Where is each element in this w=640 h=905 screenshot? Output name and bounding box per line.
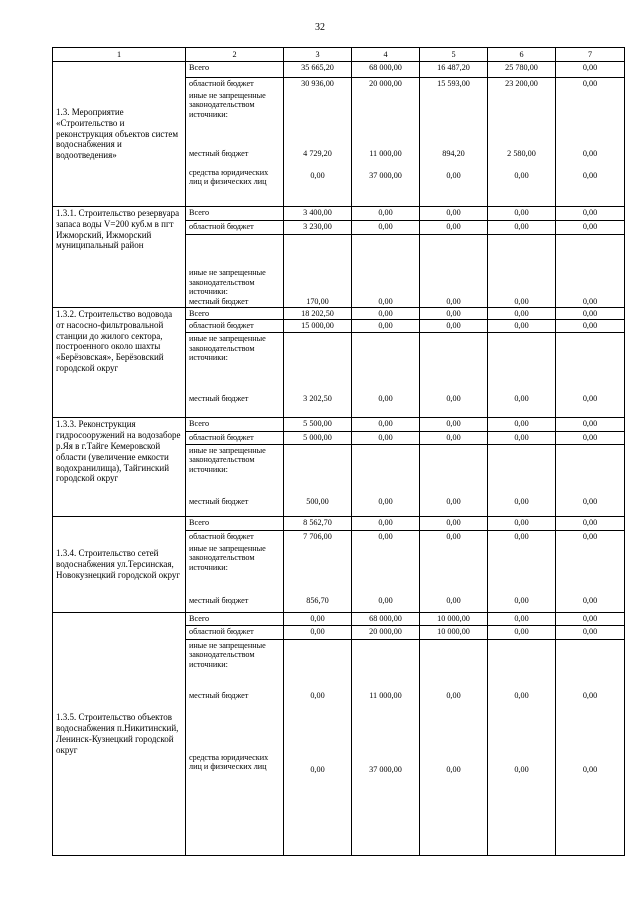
table-row [53,308,625,320]
value-cell: 0,00 [378,531,393,541]
value-cell: 8 562,70 [284,516,352,530]
value-cell: 0,00 [420,432,488,444]
table-row [53,612,625,625]
source-label: областной бюджет [186,320,284,333]
value-stack [488,78,556,207]
source-label-stack [186,444,284,516]
value-cell: 0,00 [582,595,598,605]
value-cell: 0,00 [310,764,325,774]
value-stack [556,78,625,207]
source-label: Всего [186,612,284,625]
source-label-stack [186,333,284,418]
value-cell: 0,00 [514,531,529,541]
value-cell: 0,00 [488,516,556,530]
value-cell: 15 000,00 [284,320,352,333]
source-label: местный бюджет [189,496,249,506]
value-stack [556,530,625,612]
value-cell: 0,00 [556,333,625,418]
value-stack [284,530,352,612]
value-cell: 0,00 [488,625,556,639]
value-cell: 0,00 [488,235,556,308]
value-stack [352,639,420,855]
value-cell: 0,00 [488,418,556,432]
source-label: областной бюджет [186,432,284,444]
value-cell: 0,00 [556,308,625,320]
source-label: местный бюджет [189,394,249,404]
header-col-7: 7 [556,48,625,62]
value-cell: 0,00 [488,221,556,235]
source-label: местный бюджет [189,149,249,158]
source-label: местный бюджет [189,296,249,306]
header-col-6: 6 [488,48,556,62]
value-cell: 0,00 [488,320,556,333]
source-label-stack [186,530,284,612]
value-cell: 0,00 [556,612,625,625]
value-cell: 0,00 [556,418,625,432]
measure-name: 1.3.2. Строительство водовода от насосно-фильтровальной станции до жилого сектора, построенного около шахты «Берёзовская», Берёзовский городской округ [53,308,186,418]
page-number: 32 [315,22,325,33]
value-cell: 0,00 [420,418,488,432]
value-stack [352,530,420,612]
value-cell: 0,00 [352,516,420,530]
source-label: областной бюджет [186,625,284,639]
value-cell: 0,00 [284,612,352,625]
value-cell: 0,00 [446,764,461,774]
header-row [53,48,625,62]
source-label: местный бюджет [189,595,249,605]
value-cell: 894,20 [442,149,465,158]
source-label: иные не запрещенные законодательством источники: [189,334,266,363]
value-cell: 0,00 [556,62,625,78]
value-cell: 0,00 [352,235,420,308]
value-cell: 0,00 [582,764,598,774]
value-cell: 23 200,00 [505,79,538,88]
value-cell: 0,00 [352,207,420,221]
value-stack [420,639,488,855]
value-cell: 0,00 [310,171,325,180]
value-cell: 35 665,20 [284,62,352,78]
value-cell: 0,00 [420,207,488,221]
value-cell: 20 000,00 [369,79,402,88]
value-cell: 0,00 [514,171,529,180]
measure-name: 1.3.1. Строительство резервуара запаса воды V=200 куб.м в пгт Ижморский, Ижморский муниципальный район [53,207,186,308]
value-cell: 0,00 [556,235,625,308]
value-cell: 0,00 [556,516,625,530]
source-label: иные не запрещенные законодательством источники: [189,91,266,119]
value-stack [284,639,352,855]
value-cell: 37 000,00 [369,764,402,774]
value-cell: 0,00 [582,149,598,158]
source-label: Всего [186,207,284,221]
value-cell: 7 706,00 [303,531,332,541]
value-cell: 10 000,00 [420,625,488,639]
header-col-1: 1 [53,48,186,62]
value-cell: 0,00 [352,444,420,516]
value-cell: 0,00 [582,531,598,541]
value-cell: 5 000,00 [284,432,352,444]
source-label-stack [186,639,284,855]
value-cell: 500,00 [284,444,352,516]
value-cell: 0,00 [420,221,488,235]
value-cell: 0,00 [582,171,598,180]
value-cell: 20 000,00 [352,625,420,639]
value-cell: 0,00 [378,595,393,605]
header-col-5: 5 [420,48,488,62]
source-label: иные не запрещенные законодательством источники: [189,543,266,572]
source-label-stack [186,235,284,308]
value-cell: 0,00 [420,308,488,320]
source-label: средства юридических лиц и физических лиц [189,752,269,772]
value-cell: 10 000,00 [420,612,488,625]
value-cell: 0,00 [420,444,488,516]
value-cell: 68 000,00 [352,612,420,625]
value-cell: 0,00 [582,690,598,700]
value-cell: 0,00 [488,333,556,418]
source-label-stack [186,78,284,207]
source-label: местный бюджет [189,690,249,700]
value-cell: 0,00 [556,320,625,333]
value-stack [488,530,556,612]
source-label: областной бюджет [186,221,284,235]
value-cell: 0,00 [488,308,556,320]
table-row [53,62,625,78]
value-cell: 0,00 [556,207,625,221]
value-cell: 0,00 [446,171,461,180]
value-stack [488,639,556,855]
value-cell: 0,00 [420,235,488,308]
measure-name: 1.3.3. Реконструкция гидросооружений на водозаборе р.Яя в г.Тайге Кемеровской области (увеличение емкости водохранилища), Тайгинский городской округ [53,418,186,516]
value-cell: 0,00 [310,690,325,700]
value-cell: 18 202,50 [284,308,352,320]
measure-name: 1.3. Мероприятие «Строительство и реконструкция объектов систем водоснабжения и водоотведения» [53,62,186,207]
value-cell: 0,00 [446,595,461,605]
value-cell: 0,00 [352,418,420,432]
value-cell: 0,00 [556,432,625,444]
value-cell: 0,00 [420,333,488,418]
value-cell: 0,00 [488,207,556,221]
value-cell: 11 000,00 [369,149,402,158]
value-cell: 0,00 [420,516,488,530]
value-cell: 0,00 [488,612,556,625]
value-cell: 0,00 [514,690,529,700]
value-cell: 0,00 [420,320,488,333]
value-cell: 0,00 [352,221,420,235]
value-cell: 4 729,20 [303,149,332,158]
value-cell: 170,00 [284,235,352,308]
source-label: иные не запрещенные законодательством источники: [189,445,266,474]
value-cell: 0,00 [514,595,529,605]
value-cell: 15 593,00 [437,79,470,88]
value-cell: 0,00 [284,625,352,639]
value-cell: 0,00 [556,444,625,516]
value-cell: 0,00 [352,432,420,444]
value-cell: 0,00 [514,764,529,774]
value-cell: 16 487,20 [420,62,488,78]
header-col-2: 2 [186,48,284,62]
source-label: областной бюджет [189,79,254,88]
value-cell: 0,00 [488,444,556,516]
source-label: Всего [186,308,284,320]
value-stack [420,78,488,207]
source-label: Всего [186,418,284,432]
table-row [53,207,625,221]
source-label: Всего [186,516,284,530]
value-cell: 0,00 [556,221,625,235]
value-cell: 0,00 [556,625,625,639]
value-cell: 11 000,00 [369,690,402,700]
value-cell: 3 202,50 [284,333,352,418]
value-stack [284,78,352,207]
table-row [53,418,625,432]
measure-name: 1.3.4. Строительство сетей водоснабжения ул.Терсинская, Новокузнецкий городской округ [53,516,186,612]
table-row [53,516,625,530]
source-label: средства юридических лиц и физических лиц [189,168,269,187]
value-cell: 3 230,00 [284,221,352,235]
value-cell: 0,00 [446,531,461,541]
value-cell: 2 580,00 [507,149,536,158]
value-stack [420,530,488,612]
value-cell: 856,70 [306,595,329,605]
value-cell: 30 936,00 [301,79,334,88]
value-cell: 0,00 [446,690,461,700]
source-label: иные не запрещенные законодательством источники: [189,268,266,297]
value-cell: 25 780,00 [488,62,556,78]
value-stack [352,78,420,207]
value-cell: 0,00 [352,308,420,320]
value-cell: 0,00 [352,320,420,333]
source-label: Всего [186,62,284,78]
measure-name: 1.3.5. Строительство объектов водоснабжения п.Никитинский, Ленинск-Кузнецкий городской округ [53,612,186,855]
value-cell: 0,00 [488,432,556,444]
value-cell: 5 500,00 [284,418,352,432]
source-label: иные не запрещенные законодательством источники: [189,640,266,669]
source-label: областной бюджет [189,531,254,541]
header-col-3: 3 [284,48,352,62]
header-col-4: 4 [352,48,420,62]
financing-table [52,47,625,856]
value-stack [556,639,625,855]
value-cell: 3 400,00 [284,207,352,221]
value-cell: 37 000,00 [369,171,402,180]
value-cell: 0,00 [582,79,598,88]
value-cell: 68 000,00 [352,62,420,78]
value-cell: 0,00 [352,333,420,418]
